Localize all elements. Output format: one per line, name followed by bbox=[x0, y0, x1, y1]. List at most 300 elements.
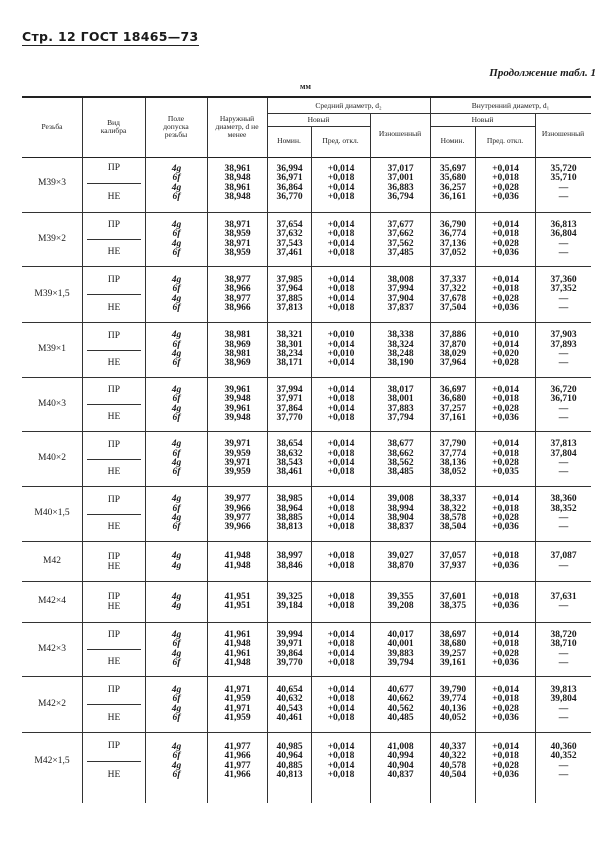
cell-value: 6f bbox=[172, 448, 181, 459]
cell-value: +0,014 bbox=[327, 629, 355, 640]
cell-value: +0,014 bbox=[327, 494, 355, 505]
cell-value: 38,632 bbox=[276, 448, 303, 459]
gauge-type: ПР bbox=[87, 378, 141, 405]
cell-value: 37,654 bbox=[276, 219, 303, 230]
cell-thread bbox=[22, 582, 82, 622]
gauge-type: НЕ bbox=[107, 602, 121, 612]
cell-value: 40,994 bbox=[387, 751, 414, 762]
cell-value: +0,014 bbox=[327, 684, 355, 695]
cell-value: 40,001 bbox=[387, 639, 414, 650]
cell-value: 37,904 bbox=[387, 293, 414, 304]
cell-value: 4g bbox=[171, 238, 182, 249]
cell-value: 38,461 bbox=[276, 467, 303, 478]
cell-value: 37,985 bbox=[276, 274, 303, 285]
cell-d1-nom bbox=[430, 267, 475, 322]
table-row bbox=[22, 733, 591, 803]
cell-value: 4g bbox=[171, 458, 182, 468]
cell-value: 35,697 bbox=[439, 163, 467, 174]
cell-value: +0,018 bbox=[327, 591, 355, 602]
thread-label: M42×3 bbox=[37, 643, 67, 654]
table-row bbox=[22, 487, 591, 542]
cell-value: +0,018 bbox=[327, 302, 355, 313]
cell-value: 4g bbox=[171, 513, 182, 523]
cell-value: 39,961 bbox=[224, 403, 251, 414]
header-thread: Резьба bbox=[41, 121, 63, 131]
thread-label: M39×1,5 bbox=[34, 288, 70, 299]
cell-value: 37,057 bbox=[439, 551, 467, 562]
cell-value: — bbox=[558, 760, 569, 771]
cell-d2-dev bbox=[311, 733, 370, 803]
cell-gauges bbox=[82, 267, 145, 322]
cell-value: 38,971 bbox=[224, 219, 251, 230]
cell-tol bbox=[145, 582, 207, 622]
cell-value: 37,632 bbox=[276, 229, 303, 240]
cell-value: 37,971 bbox=[276, 394, 303, 405]
cell-value: 37,774 bbox=[439, 448, 467, 459]
cell-value: 36,790 bbox=[439, 219, 467, 230]
gauge-type: НЕ bbox=[107, 770, 121, 781]
cell-value: +0,014 bbox=[327, 219, 355, 230]
cell-value: 40,562 bbox=[387, 703, 414, 714]
cell-value: 40,813 bbox=[276, 769, 303, 780]
cell-value: 6f bbox=[172, 173, 181, 184]
cell-value: 4g bbox=[171, 648, 182, 659]
cell-tol bbox=[145, 155, 207, 212]
cell-value: 39,966 bbox=[224, 503, 251, 514]
cell-d1-worn bbox=[535, 677, 591, 732]
cell-value: +0,018 bbox=[492, 751, 519, 762]
gauge-type: ПР bbox=[87, 323, 141, 351]
cell-value: 37,087 bbox=[550, 551, 577, 562]
cell-value: 40,052 bbox=[439, 712, 467, 723]
cell-value: 4g bbox=[171, 439, 182, 450]
cell-d2-worn bbox=[370, 213, 430, 266]
cell-value: 4g bbox=[171, 403, 182, 414]
cell-value: +0,036 bbox=[492, 302, 519, 313]
cell-value: — bbox=[558, 601, 569, 611]
cell-d2-nom bbox=[267, 487, 311, 541]
cell-value: — bbox=[558, 238, 569, 249]
cell-value: 6f bbox=[172, 247, 181, 258]
cell-value: 38,680 bbox=[439, 639, 467, 650]
cell-value: 36,774 bbox=[439, 229, 467, 240]
cell-value: — bbox=[558, 412, 569, 423]
cell-value: 40,662 bbox=[387, 694, 414, 705]
cell-d2-worn bbox=[370, 677, 430, 732]
cell-value: +0,018 bbox=[327, 769, 355, 780]
cell-value: +0,018 bbox=[492, 284, 519, 295]
cell-value: 40,360 bbox=[550, 741, 577, 752]
cell-value: 36,680 bbox=[439, 394, 467, 405]
gauge-type: ПР bbox=[87, 155, 141, 184]
cell-d1-dev bbox=[475, 623, 535, 676]
cell-value: — bbox=[558, 302, 569, 313]
cell-value: 4g bbox=[171, 560, 182, 571]
cell-value: +0,036 bbox=[492, 522, 519, 533]
cell-gauges bbox=[82, 623, 145, 676]
cell-tol bbox=[145, 677, 207, 732]
header-pitch-diameter: Средний диаметр, d₂ bbox=[315, 100, 382, 110]
cell-value: 38,977 bbox=[224, 274, 251, 285]
cell-value: — bbox=[558, 247, 569, 258]
cell-value: +0,014 bbox=[327, 439, 355, 450]
cell-value: 4g bbox=[171, 629, 182, 640]
cell-d2-nom bbox=[267, 432, 311, 486]
cell-value: 6f bbox=[172, 339, 181, 350]
cell-value: 4g bbox=[171, 274, 182, 285]
cell-gauges bbox=[82, 378, 145, 431]
table-body bbox=[22, 155, 591, 803]
cell-value: +0,014 bbox=[492, 494, 519, 505]
cell-value: 37,893 bbox=[550, 339, 577, 350]
cell-value: +0,014 bbox=[327, 458, 355, 468]
cell-value: — bbox=[558, 712, 569, 723]
header-pitch-new: Новый bbox=[307, 114, 330, 124]
cell-d2-dev bbox=[311, 623, 370, 676]
cell-value: +0,018 bbox=[327, 191, 355, 202]
cell-value: — bbox=[558, 349, 569, 359]
cell-value: 40,578 bbox=[439, 760, 467, 771]
cell-value: +0,018 bbox=[492, 591, 519, 602]
cell-d1-worn bbox=[535, 733, 591, 803]
cell-value: 38,578 bbox=[439, 513, 467, 523]
cell-d2-nom bbox=[267, 213, 311, 266]
cell-value: 37,870 bbox=[439, 339, 467, 350]
cell-gauges bbox=[82, 155, 145, 212]
cell-value: 4g bbox=[171, 293, 182, 304]
cell-value: +0,018 bbox=[492, 503, 519, 514]
cell-value: 38,485 bbox=[387, 467, 414, 478]
thread-label: M40×1,5 bbox=[34, 508, 70, 519]
cell-value: +0,028 bbox=[492, 513, 519, 523]
gauge-type: НЕ bbox=[107, 302, 121, 313]
cell-value: +0,018 bbox=[327, 694, 355, 705]
cell-thread bbox=[22, 323, 82, 377]
cell-value: 41,948 bbox=[224, 560, 251, 571]
cell-value: 39,774 bbox=[439, 694, 467, 705]
cell-value: 38,190 bbox=[387, 358, 414, 369]
cell-value: 39,790 bbox=[439, 684, 467, 695]
cell-value: 38,961 bbox=[224, 163, 251, 174]
cell-value: 6f bbox=[172, 751, 181, 762]
cell-value: +0,014 bbox=[492, 384, 519, 395]
cell-thread bbox=[22, 677, 82, 732]
cell-outer bbox=[207, 378, 267, 431]
cell-value: 4g bbox=[171, 551, 182, 562]
cell-tol bbox=[145, 542, 207, 581]
cell-value: 37,631 bbox=[550, 591, 577, 602]
cell-value: +0,018 bbox=[327, 522, 355, 533]
cell-value: 4g bbox=[171, 349, 182, 359]
cell-value: 39,959 bbox=[224, 448, 251, 459]
cell-outer bbox=[207, 267, 267, 322]
cell-d1-nom bbox=[430, 542, 475, 581]
cell-d1-nom bbox=[430, 432, 475, 486]
cell-value: 38,985 bbox=[276, 494, 303, 505]
cell-value: +0,028 bbox=[492, 358, 519, 369]
cell-thread bbox=[22, 155, 82, 212]
cell-d1-nom bbox=[430, 677, 475, 732]
cell-d2-dev bbox=[311, 155, 370, 212]
gauge-type: НЕ bbox=[107, 522, 121, 533]
cell-outer bbox=[207, 733, 267, 803]
cell-value: 4g bbox=[171, 591, 182, 602]
cell-d2-worn bbox=[370, 155, 430, 212]
header-outer-diameter: Наружный диаметр, d не менее bbox=[215, 113, 259, 139]
cell-value: 38,969 bbox=[224, 358, 251, 369]
cell-value: 38,052 bbox=[439, 467, 467, 478]
cell-value: — bbox=[558, 182, 569, 193]
cell-d2-dev bbox=[311, 542, 370, 581]
table-row bbox=[22, 267, 591, 323]
table-row bbox=[22, 213, 591, 267]
cell-value: 40,654 bbox=[276, 684, 303, 695]
cell-value: 39,961 bbox=[224, 384, 251, 395]
cell-tol bbox=[145, 323, 207, 377]
cell-value: +0,014 bbox=[327, 293, 355, 304]
cell-value: 38,001 bbox=[387, 394, 414, 405]
cell-d2-worn bbox=[370, 487, 430, 541]
cell-d2-dev bbox=[311, 487, 370, 541]
cell-value: — bbox=[558, 648, 569, 659]
cell-gauges bbox=[82, 582, 145, 622]
cell-value: 38,846 bbox=[276, 560, 303, 571]
cell-value: — bbox=[558, 560, 569, 571]
cell-value: 38,981 bbox=[224, 349, 251, 359]
cell-d2-nom bbox=[267, 267, 311, 322]
cell-value: 38,562 bbox=[387, 458, 414, 468]
cell-value: 39,208 bbox=[387, 601, 414, 611]
cell-value: 6f bbox=[172, 229, 181, 240]
cell-value: 38,813 bbox=[276, 522, 303, 533]
cell-value: 38,662 bbox=[387, 448, 414, 459]
cell-tol bbox=[145, 432, 207, 486]
header-minor-new: Новый bbox=[471, 114, 494, 124]
cell-value: +0,014 bbox=[327, 760, 355, 771]
cell-value: 4g bbox=[171, 494, 182, 505]
cell-value: +0,028 bbox=[492, 458, 519, 468]
cell-value: 37,837 bbox=[387, 302, 414, 313]
header-minor-worn: Изношенный bbox=[541, 129, 585, 138]
table-row bbox=[22, 623, 591, 677]
cell-value: 4g bbox=[171, 330, 182, 341]
cell-value: 36,697 bbox=[439, 384, 467, 395]
cell-d2-nom bbox=[267, 542, 311, 581]
cell-value: 38,966 bbox=[224, 284, 251, 295]
gauge-type: НЕ bbox=[107, 561, 121, 572]
cell-value: — bbox=[558, 769, 569, 780]
cell-value: 41,966 bbox=[224, 769, 251, 780]
cell-thread bbox=[22, 213, 82, 266]
cell-d2-nom bbox=[267, 155, 311, 212]
cell-value: 39,864 bbox=[276, 648, 303, 659]
cell-value: +0,018 bbox=[492, 394, 519, 405]
cell-value: 41,948 bbox=[224, 551, 251, 562]
cell-outer bbox=[207, 323, 267, 377]
unit-label: мм bbox=[300, 82, 311, 91]
cell-value: 36,804 bbox=[550, 229, 577, 240]
cell-value: 4g bbox=[171, 163, 182, 174]
cell-tol bbox=[145, 733, 207, 803]
cell-d2-worn bbox=[370, 582, 430, 622]
cell-value: 37,352 bbox=[550, 284, 577, 295]
cell-value: 41,961 bbox=[224, 629, 251, 640]
cell-thread bbox=[22, 378, 82, 431]
cell-thread bbox=[22, 487, 82, 541]
cell-value: +0,014 bbox=[492, 219, 519, 230]
cell-value: 38,248 bbox=[387, 349, 414, 359]
cell-value: 6f bbox=[172, 412, 181, 423]
thread-label: M39×1 bbox=[37, 344, 67, 355]
cell-value: 39,971 bbox=[224, 439, 251, 450]
cell-value: 38,337 bbox=[439, 494, 467, 505]
cell-outer bbox=[207, 542, 267, 581]
cell-value: 40,485 bbox=[387, 712, 414, 723]
cell-value: 37,504 bbox=[439, 302, 467, 313]
thread-label: M40×2 bbox=[37, 453, 67, 464]
cell-d2-nom bbox=[267, 677, 311, 732]
cell-value: +0,014 bbox=[327, 384, 355, 395]
cell-value: 39,184 bbox=[276, 601, 303, 611]
cell-d1-worn bbox=[535, 487, 591, 541]
cell-value: 37,994 bbox=[387, 284, 414, 295]
cell-d1-dev bbox=[475, 213, 535, 266]
cell-value: +0,018 bbox=[327, 284, 355, 295]
cell-value: +0,018 bbox=[327, 639, 355, 650]
cell-value: 6f bbox=[172, 394, 181, 405]
cell-value: 6f bbox=[172, 712, 181, 723]
cell-value: 37,677 bbox=[387, 219, 414, 230]
cell-value: +0,014 bbox=[327, 274, 355, 285]
cell-value: +0,018 bbox=[492, 694, 519, 705]
cell-value: 37,001 bbox=[387, 173, 414, 184]
cell-value: 38,321 bbox=[276, 330, 303, 341]
cell-value: 39,027 bbox=[387, 551, 414, 562]
cell-gauges bbox=[82, 487, 145, 541]
cell-d2-dev bbox=[311, 432, 370, 486]
cell-value: 39,794 bbox=[387, 657, 414, 668]
cell-value: +0,018 bbox=[327, 467, 355, 478]
cell-value: 38,697 bbox=[439, 629, 467, 640]
cell-value: 38,837 bbox=[387, 522, 414, 533]
cell-value: 39,971 bbox=[276, 639, 303, 650]
cell-d1-dev bbox=[475, 267, 535, 322]
cell-value: 4g bbox=[171, 219, 182, 230]
cell-value: 41,971 bbox=[224, 703, 251, 714]
cell-value: 40,543 bbox=[276, 703, 303, 714]
cell-value: 40,136 bbox=[439, 703, 467, 714]
cell-value: +0,018 bbox=[327, 712, 355, 723]
cell-d1-nom bbox=[430, 213, 475, 266]
header-minor-deviation: Пред. откл. bbox=[486, 135, 524, 145]
cell-outer bbox=[207, 623, 267, 676]
cell-value: +0,018 bbox=[327, 601, 355, 611]
cell-value: 40,837 bbox=[387, 769, 414, 780]
cell-value: 37,964 bbox=[439, 358, 467, 369]
gauge-type: ПР bbox=[87, 677, 141, 705]
cell-value: 37,678 bbox=[439, 293, 467, 304]
cell-value: +0,014 bbox=[327, 238, 355, 249]
cell-value: 38,959 bbox=[224, 247, 251, 258]
gauge-type: ПР bbox=[87, 487, 141, 515]
gauge-type: НЕ bbox=[107, 657, 121, 668]
cell-value: 41,959 bbox=[224, 712, 251, 723]
cell-value: 35,680 bbox=[439, 173, 467, 184]
cell-value: 38,338 bbox=[387, 330, 414, 341]
cell-value: +0,014 bbox=[492, 684, 519, 695]
cell-thread bbox=[22, 542, 82, 581]
cell-value: 6f bbox=[172, 639, 181, 650]
cell-value: 39,977 bbox=[224, 513, 251, 523]
thread-label: M42×1,5 bbox=[34, 755, 70, 766]
gauge-type: НЕ bbox=[107, 712, 121, 723]
cell-value: 41,977 bbox=[224, 760, 251, 771]
cell-d2-nom bbox=[267, 582, 311, 622]
cell-value: +0,036 bbox=[492, 247, 519, 258]
cell-d1-worn bbox=[535, 623, 591, 676]
cell-value: +0,010 bbox=[327, 349, 355, 359]
gauge-type: НЕ bbox=[107, 467, 121, 478]
cell-value: 4g bbox=[171, 741, 182, 752]
cell-value: 40,322 bbox=[439, 751, 467, 762]
cell-value: 37,017 bbox=[387, 163, 414, 174]
cell-value: 37,562 bbox=[387, 238, 414, 249]
cell-outer bbox=[207, 487, 267, 541]
header-minor-nominal: Номин. bbox=[440, 135, 465, 145]
cell-value: 40,677 bbox=[387, 684, 414, 695]
cell-value: 39,804 bbox=[550, 694, 577, 705]
cell-value: — bbox=[558, 522, 569, 533]
cell-gauges bbox=[82, 542, 145, 581]
cell-value: 41,977 bbox=[224, 741, 251, 752]
cell-value: +0,014 bbox=[327, 163, 355, 174]
cell-d1-dev bbox=[475, 378, 535, 431]
cell-value: +0,018 bbox=[327, 173, 355, 184]
cell-value: — bbox=[558, 458, 569, 468]
cell-value: 39,008 bbox=[387, 494, 414, 505]
cell-value: 38,029 bbox=[439, 349, 467, 359]
cell-value: 38,301 bbox=[276, 339, 303, 350]
cell-value: 38,234 bbox=[276, 349, 303, 359]
header-tolerance: Поле допуска резьбы bbox=[163, 113, 189, 139]
thread-label: M42×2 bbox=[37, 698, 67, 709]
cell-d1-worn bbox=[535, 582, 591, 622]
cell-value: 37,461 bbox=[276, 247, 303, 258]
cell-d2-nom bbox=[267, 378, 311, 431]
cell-d1-nom bbox=[430, 323, 475, 377]
cell-value: +0,036 bbox=[492, 412, 519, 423]
cell-value: 6f bbox=[172, 358, 181, 369]
cell-value: +0,018 bbox=[327, 394, 355, 405]
cell-value: — bbox=[558, 293, 569, 304]
table-row bbox=[22, 582, 591, 623]
cell-value: +0,018 bbox=[327, 751, 355, 762]
gauge-type: ПР bbox=[107, 592, 121, 602]
cell-value: 6f bbox=[172, 302, 181, 313]
cell-value: 37,136 bbox=[439, 238, 467, 249]
cell-value: 40,632 bbox=[276, 694, 303, 705]
cell-value: +0,014 bbox=[327, 358, 355, 369]
header-gauge-type: Вид калибра bbox=[100, 117, 127, 135]
cell-value: 6f bbox=[172, 657, 181, 668]
cell-value: +0,018 bbox=[327, 448, 355, 459]
gauge-type: НЕ bbox=[107, 247, 121, 258]
table-row bbox=[22, 378, 591, 432]
cell-value: 4g bbox=[171, 601, 182, 611]
cell-d2-worn bbox=[370, 542, 430, 581]
cell-value: 38,997 bbox=[276, 551, 303, 562]
gauge-type: ПР bbox=[107, 551, 121, 562]
